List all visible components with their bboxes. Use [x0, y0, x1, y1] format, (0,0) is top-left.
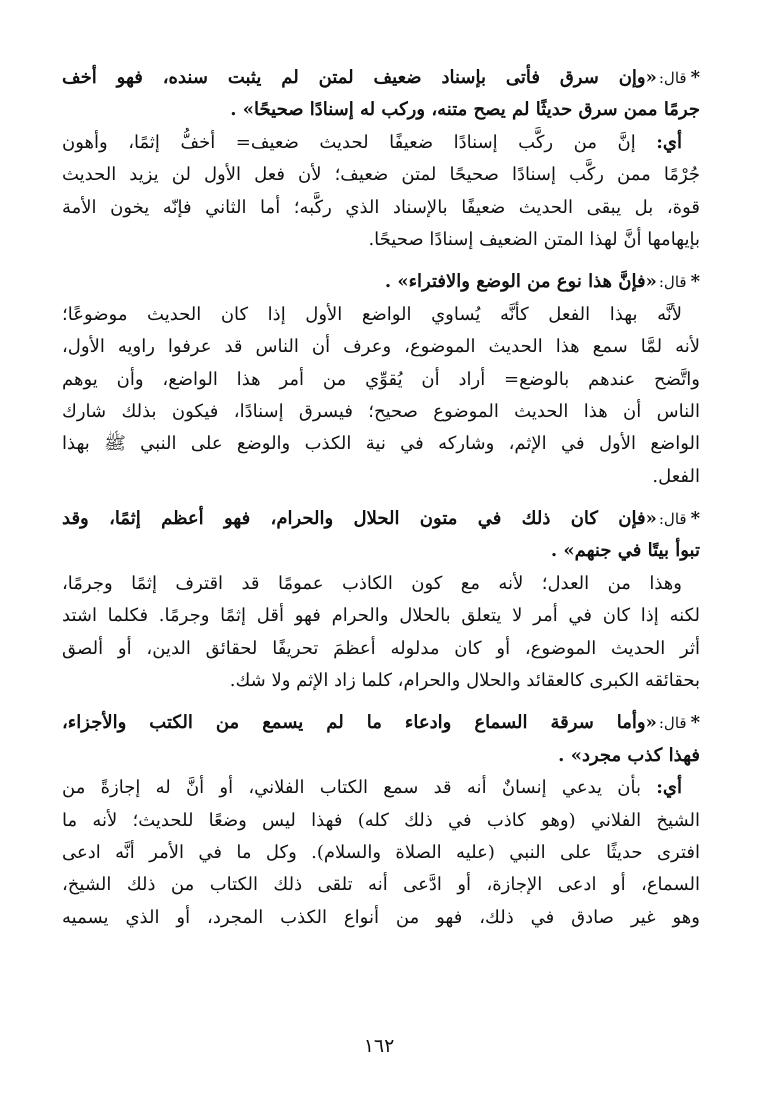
- line-text: تبوأ بيتًا في جنهم» .: [550, 540, 700, 562]
- text-line: [62, 224, 700, 256]
- explanation-marker: أي:: [656, 777, 682, 799]
- text-line: [62, 869, 700, 901]
- text-line: [62, 94, 700, 126]
- line-text: السماع، أو ادعى الإجازة، أو ادَّعى أنه تلقى ذلك الكتاب من ذلك الشيخ،: [62, 874, 700, 896]
- line-text: بأن يدعي إنسانٌ أنه قد سمع الكتاب الفلاني، أو أنَّ له إجازةً من: [62, 777, 641, 799]
- text-line: [62, 428, 700, 460]
- text-line: [62, 503, 700, 535]
- line-text: لكنه إذا كان في أمر لا يتعلق بالحلال والحرام فهو أقل إثمًا وجرمًا. فكلما اشتد: [62, 605, 700, 627]
- line-text: الشيخ الفلاني (وهو كاذب في ذلك كله) فهذا ليس وضعًا للحديث؛ لأنه ما: [62, 809, 700, 831]
- qal-label: قال:: [658, 510, 687, 529]
- text-line: [62, 665, 700, 697]
- explanation-marker: أي:: [656, 131, 682, 153]
- text-line: [62, 192, 700, 224]
- line-text: الواضع الأول في الإثم، وشاركه في نية الكذب والوضع على النبي ﷺ بهذا: [62, 433, 700, 455]
- asterisk-marker: *: [690, 508, 700, 530]
- text-line: [62, 266, 700, 298]
- text-line: [62, 568, 700, 600]
- line-text: الناس أن هذا الحديث الموضوع صحيح؛ فيسرق إسنادًا، فيكون بذلك شارك: [62, 400, 700, 422]
- text-line: [62, 159, 700, 191]
- line-text: «فإن كان ذلك في متون الحلال والحرام، فهو أعظم إثمًا، وقد: [62, 508, 657, 530]
- text-line: [62, 364, 700, 396]
- line-text: جُرْمًا ممن ركَّب إسنادًا صحيحًا لمتن ضعيف؛ لأن فعل الأول لن يزيد الحديث: [62, 164, 700, 186]
- line-text: افترى حديثًا على النبي (عليه الصلاة والسلام). وكل ما في الأمر أنَّه ادعى: [62, 841, 700, 863]
- text-line: [62, 805, 700, 837]
- text-line: [62, 600, 700, 632]
- text-line: [62, 740, 700, 772]
- line-text: وهو غير صادق في ذلك، فهو من أنواع الكذب المجرد، أو الذي يسميه: [62, 906, 700, 928]
- text-line: [62, 535, 700, 567]
- line-text: جرمًا ممن سرق حديثًا لم يصح متنه، وركب له إسنادًا صحيحًا» .: [230, 99, 700, 121]
- line-text: وهذا من العدل؛ لأنه مع كون الكاذب عمومًا قد اقترف إثمًا وجرمًا،: [62, 572, 682, 594]
- line-text: واتَّضح عندهم بالوضع= أراد أن يُقوِّي من أمر هذا الواضع، وأن يوهم: [62, 368, 700, 390]
- asterisk-marker: *: [690, 67, 700, 88]
- line-text: الفعل.: [652, 465, 700, 487]
- qal-label: قال:: [658, 714, 687, 733]
- line-text: أثر الحديث الموضوع، أو كان مدلوله أعظمَ تحريفًا لحقائق الدين، أو ألصق: [62, 637, 700, 659]
- text-line: [62, 396, 700, 428]
- text-line: [62, 127, 700, 159]
- line-text: بحقائقه الكبرى كالعقائد والحلال والحرام، كلما زاد الإثم ولا شك.: [229, 670, 700, 692]
- line-text: فهذا كذب مجرد» .: [558, 744, 700, 766]
- asterisk-marker: *: [690, 271, 700, 293]
- text-line: [62, 62, 700, 94]
- asterisk-marker: *: [690, 712, 700, 734]
- line-text: قوة، بل يبقى الحديث ضعيفًا بالإسناد الذي ركَّبه؛ أما الثاني فإنّه يخون الأمة: [62, 196, 700, 218]
- line-text: بإيهامها أنَّ لهذا المتن الضعيف إسنادًا صحيحًا.: [368, 228, 700, 250]
- body-text: [62, 62, 700, 934]
- line-text: «وإن سرق فأتى بإسناد ضعيف لمتن لم يثبت سنده، فهو أخف: [62, 67, 657, 88]
- page-number: ١٦٢: [363, 1035, 395, 1057]
- qal-label: قال:: [658, 273, 687, 292]
- text-line: [62, 902, 700, 934]
- line-text: لأنه لمَّا سمع هذا الحديث الموضوع، وعرف أن الناس قد عرفوا راويه الأول،: [62, 336, 700, 358]
- text-line: [62, 461, 700, 493]
- text-line: [62, 331, 700, 363]
- line-text: لأنَّه بهذا الفعل كأنَّه يُساوي الواضع الأول إذا كان الحديث موضوعًا؛: [62, 303, 682, 325]
- text-line: [62, 299, 700, 331]
- line-text: «وأما سرقة السماع وادعاء ما لم يسمع من الكتب والأجزاء،: [62, 712, 657, 734]
- qal-label: قال:: [658, 69, 687, 87]
- line-text: «فإنَّ هذا نوع من الوضع والافتراء» .: [384, 271, 657, 293]
- text-line: [62, 707, 700, 739]
- line-text: إنَّ من ركَّب إسنادًا ضعيفًا لحديث ضعيف= أخفُّ إثمًا، وأهون: [62, 131, 636, 153]
- text-line: [62, 633, 700, 665]
- text-line: [62, 837, 700, 869]
- text-line: [62, 772, 700, 804]
